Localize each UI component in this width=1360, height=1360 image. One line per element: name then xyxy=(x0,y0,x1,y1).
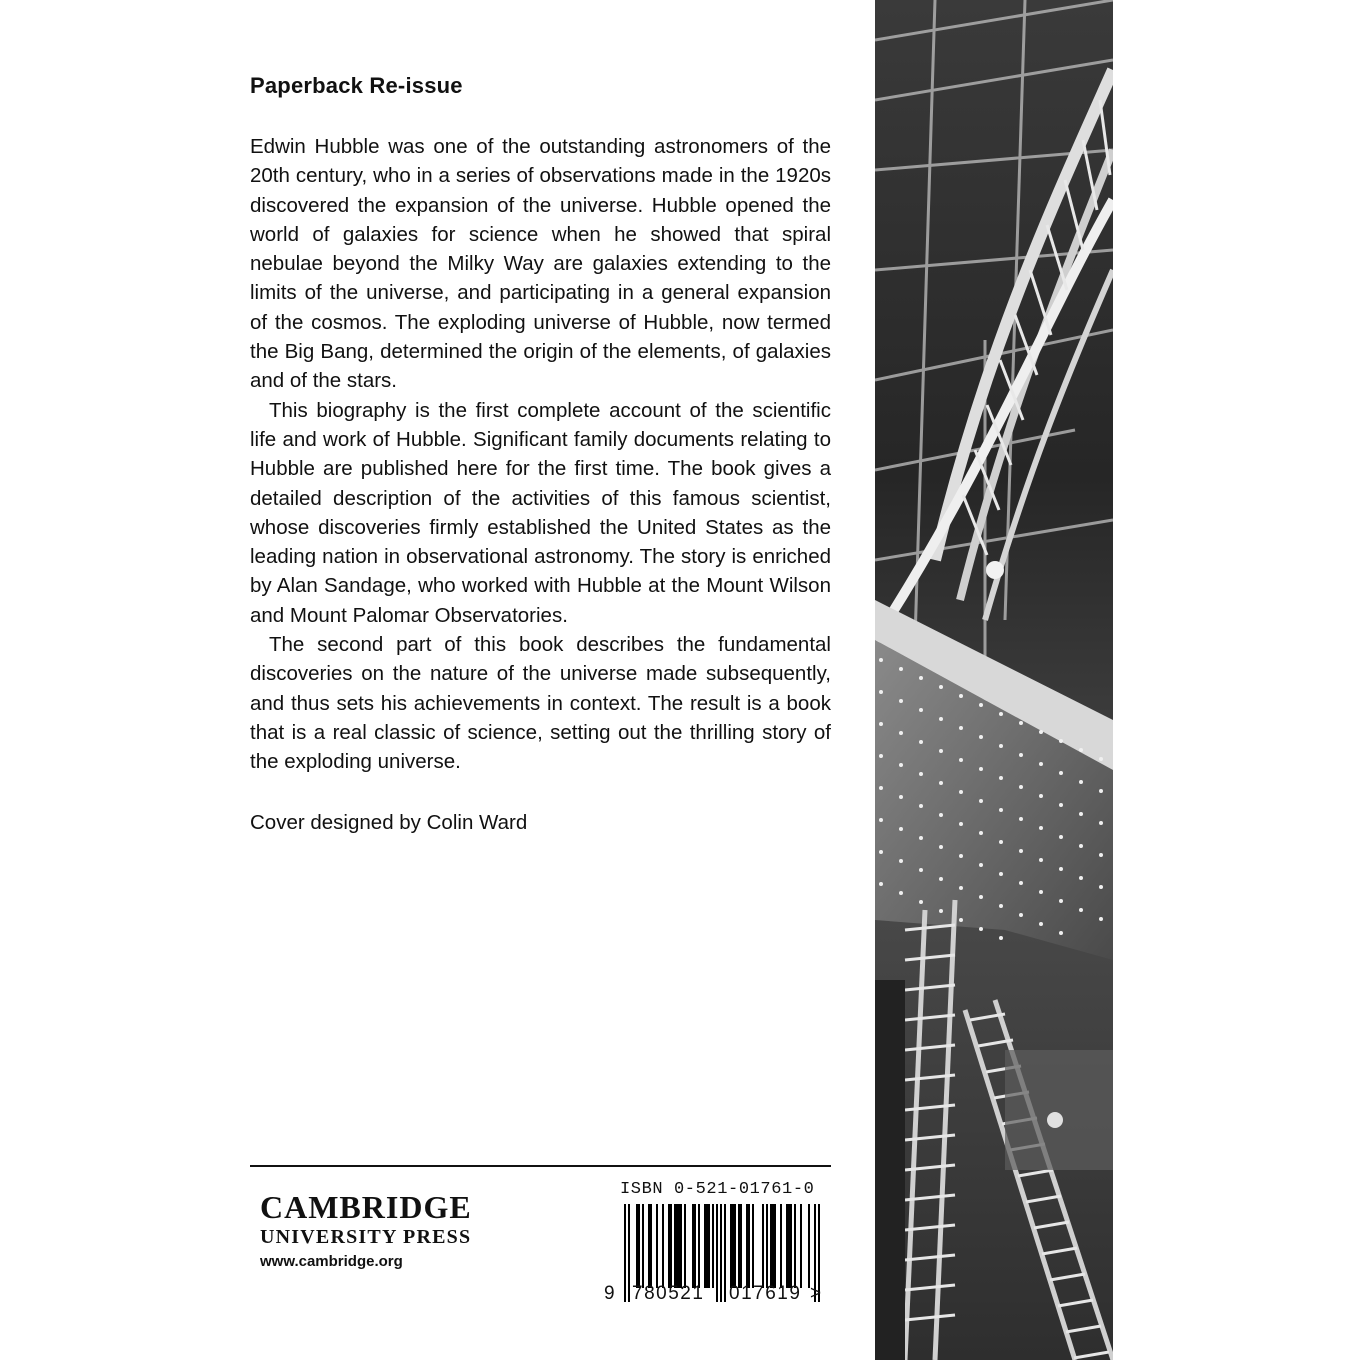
barcode-bar xyxy=(704,1204,706,1288)
barcode-bar xyxy=(740,1204,742,1288)
rivet xyxy=(939,877,943,881)
rivet xyxy=(999,776,1003,780)
rivet xyxy=(939,909,943,913)
barcode-bar xyxy=(774,1204,776,1288)
rivet xyxy=(879,850,883,854)
rivet xyxy=(899,795,903,799)
rivet xyxy=(1099,885,1103,889)
rivet xyxy=(1019,913,1023,917)
rivet xyxy=(1059,771,1063,775)
barcode-bar xyxy=(706,1204,708,1288)
barcode-bar xyxy=(642,1204,644,1288)
barcode-bar xyxy=(730,1204,732,1288)
barcode-bar xyxy=(720,1204,722,1302)
rivet xyxy=(1099,917,1103,921)
barcode-digit-lead: 9 xyxy=(604,1283,615,1304)
publisher-name: CAMBRIDGE xyxy=(260,1189,472,1225)
rivet xyxy=(919,836,923,840)
rivet xyxy=(1059,739,1063,743)
barcode-bar xyxy=(734,1204,736,1288)
barcode-bar xyxy=(786,1204,788,1288)
rivet xyxy=(999,872,1003,876)
rivet xyxy=(1019,817,1023,821)
barcode-bar xyxy=(752,1204,754,1288)
rivet xyxy=(879,818,883,822)
rivet xyxy=(959,854,963,858)
barcode-bar xyxy=(684,1204,686,1288)
rivet xyxy=(1059,899,1063,903)
rivet xyxy=(919,708,923,712)
rivet xyxy=(1019,881,1023,885)
rivet xyxy=(1039,794,1043,798)
rivet xyxy=(959,886,963,890)
publisher-logo xyxy=(260,1190,472,1273)
rivet xyxy=(959,758,963,762)
rivet xyxy=(879,658,883,662)
rivet xyxy=(979,895,983,899)
rivet xyxy=(959,918,963,922)
rivet xyxy=(899,763,903,767)
rivet xyxy=(1099,757,1103,761)
rivet xyxy=(1059,803,1063,807)
rivet xyxy=(1039,730,1043,734)
rivet xyxy=(1079,780,1083,784)
rivet xyxy=(1099,821,1103,825)
rivet xyxy=(1079,812,1083,816)
rivet xyxy=(939,717,943,721)
rivet xyxy=(919,804,923,808)
rivet xyxy=(939,749,943,753)
rivet xyxy=(919,676,923,680)
rivet xyxy=(939,685,943,689)
rivet xyxy=(939,781,943,785)
rivet xyxy=(899,827,903,831)
barcode-bar xyxy=(788,1204,790,1288)
divider xyxy=(250,1165,831,1167)
rivet xyxy=(919,900,923,904)
paragraph-1: Edwin Hubble was one of the outstanding astronomers of the 20th century, who in a series of observations made in the 1920s discovered the expansion of the universe. Hubble opened the world of galaxies for science when he showed that spiral nebulae beyond the Milky Way are galaxies extending to the limits of the universe, and participating in a general expansion of the cosmos. The exploding universe of Hubble, now termed the Big Bang, determined the origin of the elements, of galaxies and of the stars. xyxy=(250,135,831,393)
isbn-label: ISBN 0-521-01761-0 xyxy=(620,1180,815,1199)
rivet xyxy=(959,694,963,698)
barcode-bar xyxy=(680,1204,682,1288)
rivet xyxy=(939,845,943,849)
rivet xyxy=(1079,844,1083,848)
rivet xyxy=(999,744,1003,748)
barcode-bar xyxy=(746,1204,748,1288)
barcode-digits-right: 017619 xyxy=(729,1283,802,1304)
barcode-bar xyxy=(794,1204,796,1288)
rivet xyxy=(1019,849,1023,853)
rivet xyxy=(979,735,983,739)
barcode-bar xyxy=(732,1204,734,1288)
barcode-bar xyxy=(698,1204,700,1288)
rivet xyxy=(959,822,963,826)
barcode-bar xyxy=(762,1204,764,1288)
rivet xyxy=(879,690,883,694)
rivet xyxy=(1099,789,1103,793)
telescope-photo xyxy=(875,0,1113,1360)
barcode-bar xyxy=(624,1204,626,1302)
rivet xyxy=(1039,922,1043,926)
rivet xyxy=(919,772,923,776)
barcode-bar xyxy=(738,1204,740,1288)
barcode-bar xyxy=(628,1204,630,1302)
barcode-bar xyxy=(800,1204,802,1288)
rivet xyxy=(1079,748,1083,752)
rivet xyxy=(899,891,903,895)
barcode-bar xyxy=(636,1204,638,1288)
rivet xyxy=(899,699,903,703)
rivet xyxy=(1059,835,1063,839)
rivet xyxy=(959,790,963,794)
rivet xyxy=(1039,826,1043,830)
rivet xyxy=(879,722,883,726)
rivet xyxy=(979,927,983,931)
barcode-bar xyxy=(694,1204,696,1288)
barcode-bar xyxy=(708,1204,710,1288)
barcode-bar xyxy=(668,1204,670,1288)
back-cover-text xyxy=(250,70,831,837)
rivet xyxy=(999,936,1003,940)
barcode-bar xyxy=(638,1204,640,1288)
barcode-bar xyxy=(780,1204,782,1288)
barcode-bar xyxy=(808,1204,810,1288)
rivet xyxy=(939,813,943,817)
rivet xyxy=(1039,890,1043,894)
rivet xyxy=(879,882,883,886)
barcode-bar xyxy=(656,1204,658,1288)
telescope-photo-graphic xyxy=(875,0,1113,1360)
rivet xyxy=(899,731,903,735)
rivet xyxy=(999,808,1003,812)
barcode-bar xyxy=(772,1204,774,1288)
rivet xyxy=(1039,762,1043,766)
rivet xyxy=(979,703,983,707)
rivet xyxy=(1019,785,1023,789)
rivet xyxy=(1019,721,1023,725)
rivet xyxy=(879,786,883,790)
rivet xyxy=(919,868,923,872)
rivet xyxy=(999,840,1003,844)
rivet xyxy=(1079,908,1083,912)
barcode-bar xyxy=(716,1204,718,1302)
heading: Paperback Re-issue xyxy=(250,73,463,98)
barcode-bar xyxy=(648,1204,650,1288)
barcode xyxy=(604,1204,832,1333)
barcode-bar xyxy=(770,1204,772,1288)
paragraph-2: This biography is the first complete account of the scientific life and work of Hubble. Significant family documents relating to Hubble are published here for the first time. The book gives a detailed description of the activities of this famous scientist, whose discoveries firmly established the United States as the leading nation in observational astronomy. The story is enriched by Alan Sandage, who worked with Hubble at the Mount Wilson and Mount Palomar Observatories. xyxy=(250,398,831,627)
barcode-bar xyxy=(790,1204,792,1288)
rivet xyxy=(899,667,903,671)
barcode-digits-left: 780521 xyxy=(632,1283,705,1304)
barcode-bar xyxy=(724,1204,726,1302)
barcode-bar xyxy=(766,1204,768,1288)
barcode-bar xyxy=(670,1204,672,1288)
publisher-subtitle: UNIVERSITY PRESS xyxy=(260,1226,472,1248)
rivet xyxy=(919,740,923,744)
rivet xyxy=(979,799,983,803)
barcode-bar xyxy=(692,1204,694,1288)
rivet xyxy=(979,767,983,771)
rivet xyxy=(999,904,1003,908)
barcode-bar xyxy=(676,1204,678,1288)
barcode-bar xyxy=(650,1204,652,1288)
barcode-bar xyxy=(662,1204,664,1288)
barcode-bar xyxy=(712,1204,714,1288)
barcode-arrow: > xyxy=(810,1283,822,1304)
barcode-bar xyxy=(748,1204,750,1288)
rivet xyxy=(879,754,883,758)
barcode-bar xyxy=(678,1204,680,1288)
publisher-url: www.cambridge.org xyxy=(260,1253,403,1270)
rivet xyxy=(1039,858,1043,862)
rivet xyxy=(979,863,983,867)
rivet xyxy=(1099,853,1103,857)
cover-credit: Cover designed by Colin Ward xyxy=(250,810,528,834)
barcode-bar xyxy=(674,1204,676,1288)
rivet xyxy=(1059,931,1063,935)
rivet xyxy=(1019,753,1023,757)
rivet xyxy=(999,712,1003,716)
rivet xyxy=(1079,876,1083,880)
rivet xyxy=(979,831,983,835)
paragraph-3: The second part of this book describes the fundamental discoveries on the nature of the universe made subsequently, and thus sets his achievements in context. The result is a book that is a real classic of science, setting out the thrilling story of the exploding universe. xyxy=(250,633,831,774)
rivet xyxy=(899,859,903,863)
rivet xyxy=(1059,867,1063,871)
rivet xyxy=(959,726,963,730)
